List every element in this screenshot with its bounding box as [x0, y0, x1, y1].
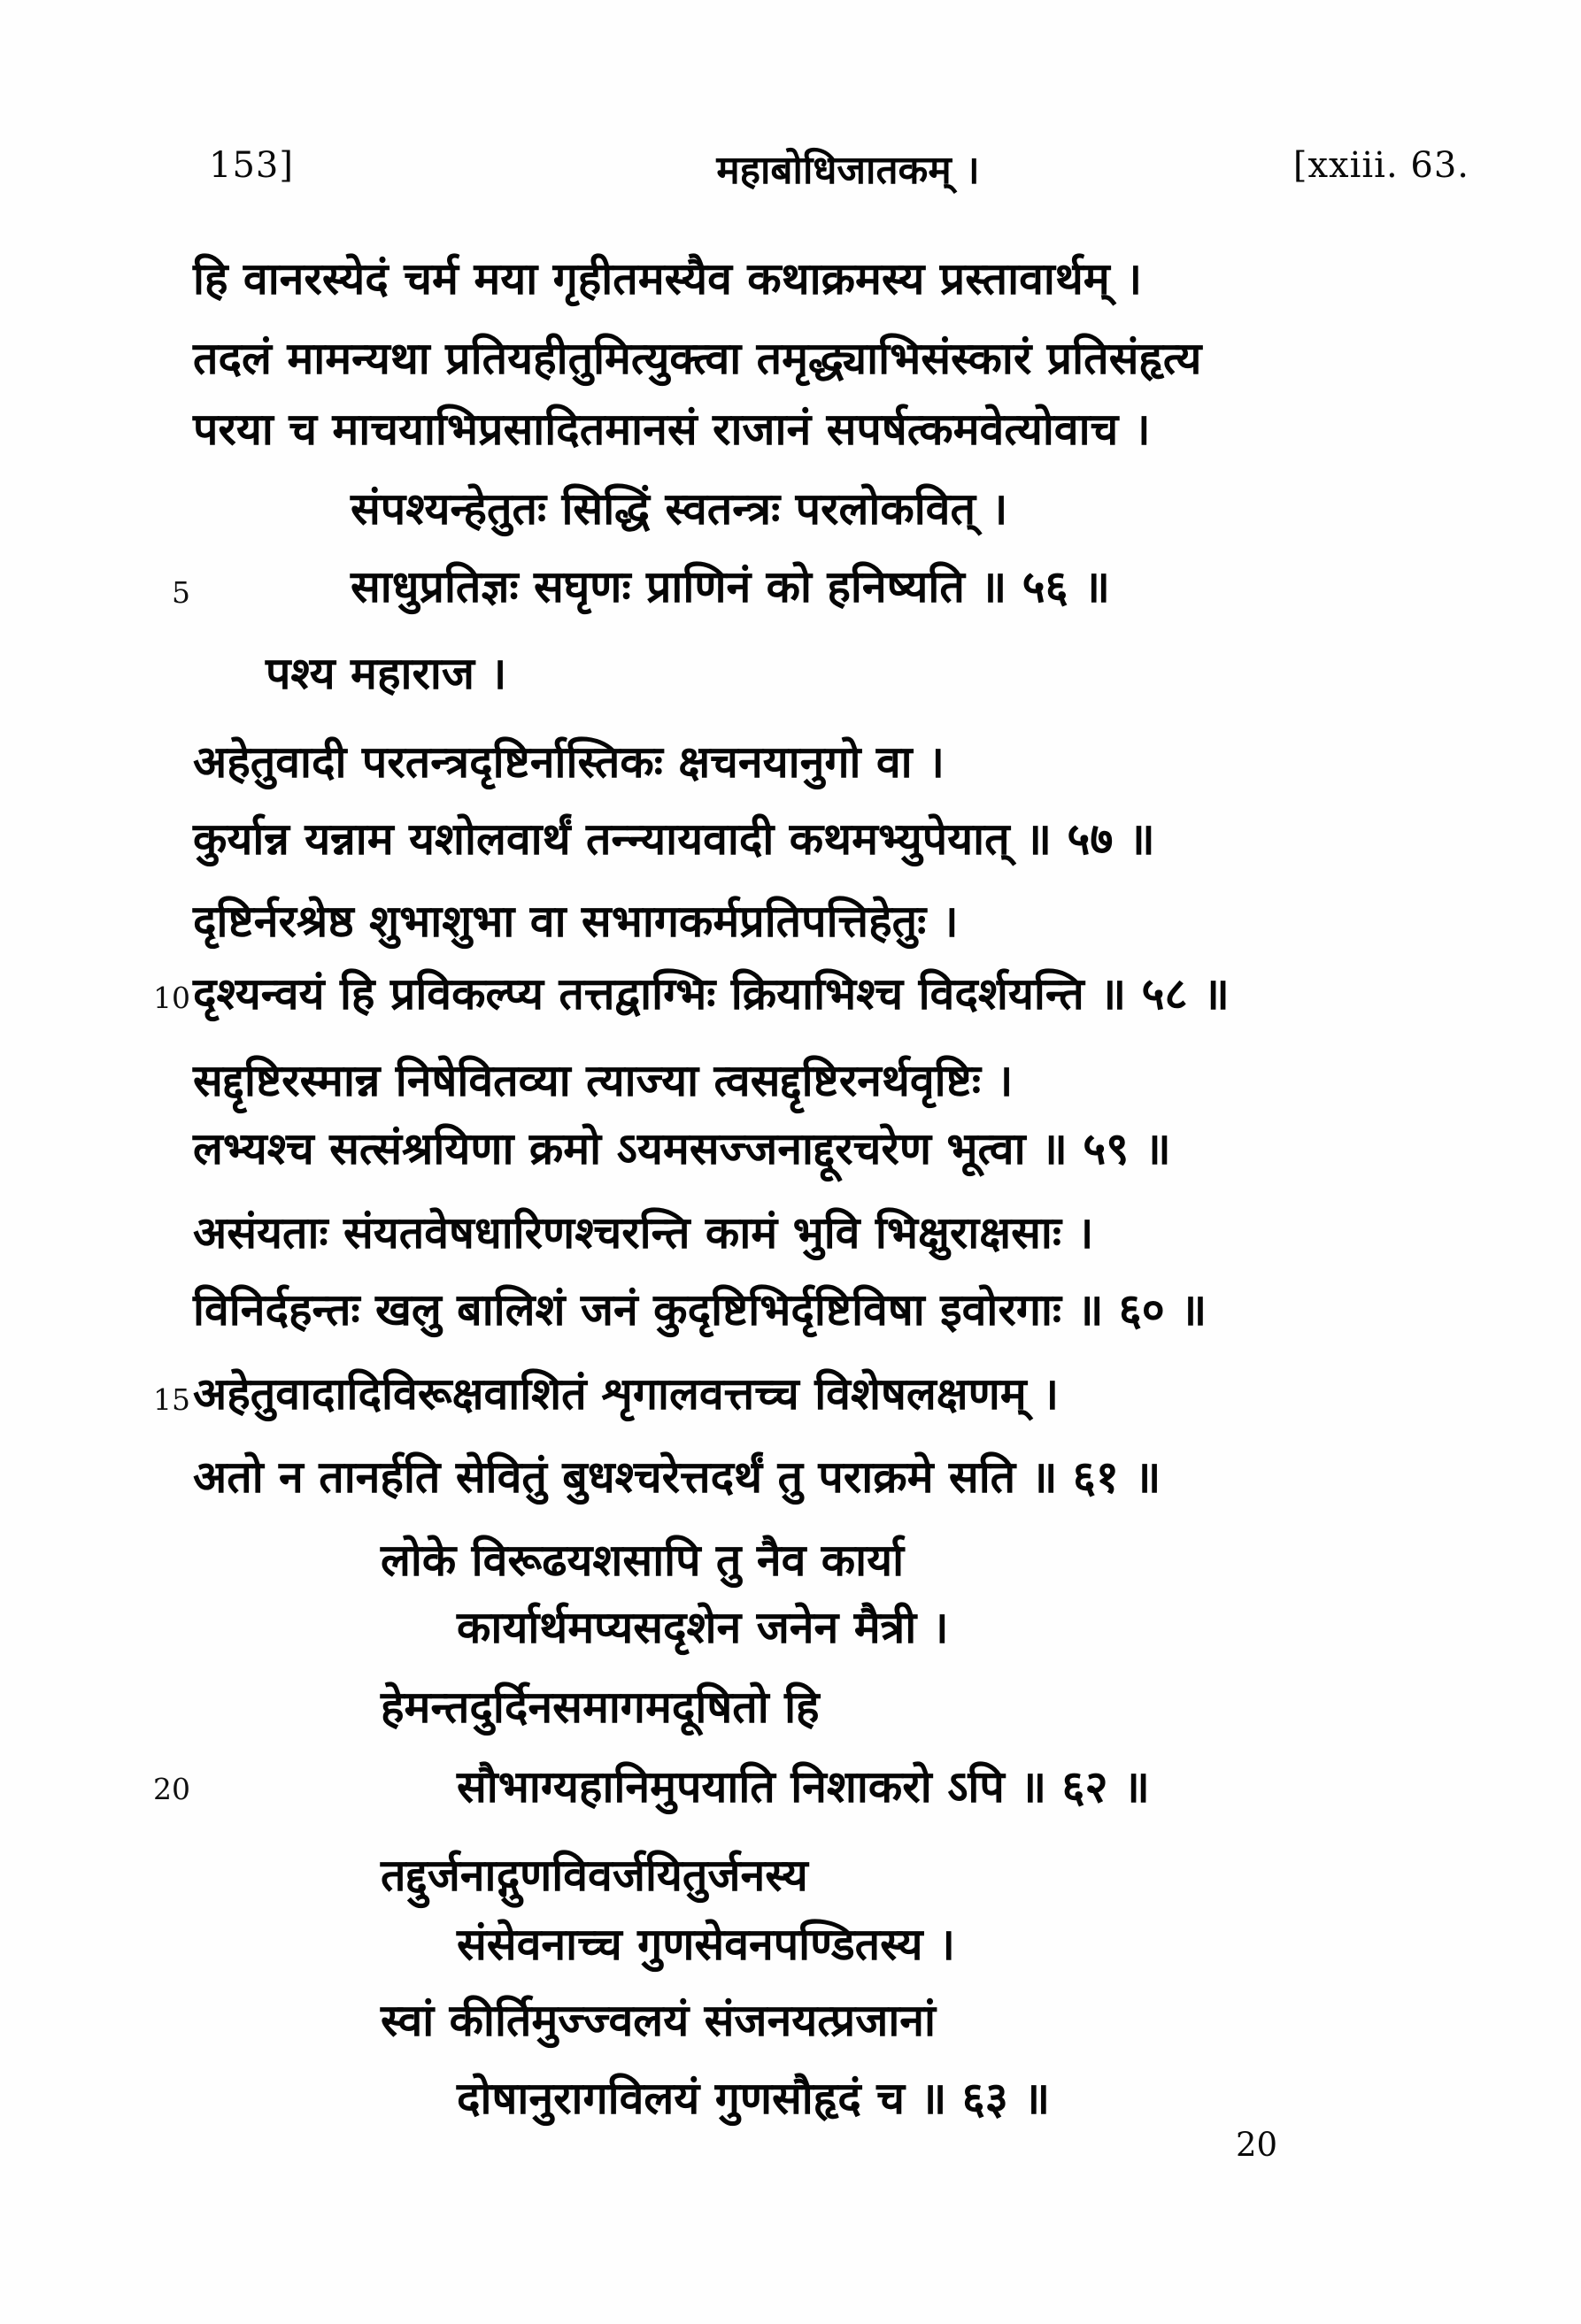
verse-reference: [xxiii. 63.	[1292, 145, 1469, 186]
verse-line: संपश्यन्हेतुतः सिद्धिं स्वतन्त्रः परलोकवित् ।	[351, 483, 1008, 535]
verse-line: अहेतुवादादिविरूक्षवाशितं शृगालवत्तच्च विशेषलक्षणम् ।	[193, 1368, 1060, 1420]
verse-line: कार्यार्थमप्यसदृशेन जनेन मैत्री ।	[457, 1602, 949, 1653]
signature-number: 20	[1236, 2126, 1278, 2164]
verse-line: कुर्यान्न यन्नाम यशोलवार्थं तन्न्यायवादी कथमभ्युपेयात् ॥ ५७ ॥	[193, 813, 1155, 865]
verse-line: हेमन्तदुर्दिनसमागमदूषितो हि	[381, 1681, 820, 1733]
margin-line-number: 10	[153, 981, 190, 1015]
margin-line-number: 15	[153, 1382, 190, 1417]
verse-line: स्वां कीर्तिमुज्ज्वलयं संजनयत्प्रजानां	[381, 1995, 936, 2046]
text-line: परया च माचयाभिप्रसादितमानसं राजानं सपर्षत्कमवेत्योवाच ।	[193, 404, 1151, 455]
verse-line: दोषानुरागविलयं गुणसौहृदं च ॥ ६३ ॥	[457, 2073, 1051, 2124]
text-line: तदलं मामन्यथा प्रतियहीतुमित्युक्त्वा तमृद्ध्याभिसंस्कारं प्रतिसंहृत्य	[193, 333, 1202, 384]
verse-line: असंयताः संयतवेषधारिणश्चरन्ति कामं भुवि भिक्षुराक्षसाः ।	[193, 1207, 1094, 1258]
verse-line: अतो न तानर्हति सेवितुं बुधश्चरेत्तदर्थं तु पराक्रमे सति ॥ ६१ ॥	[193, 1451, 1161, 1503]
text-line: हि वानरस्येदं चर्म मया गृहीतमस्यैव कथाक्रमस्य प्रस्तावार्थम् ।	[193, 253, 1143, 304]
verse-line: तद्दुर्जनाद्गुणविवर्जयितुर्जनस्य	[381, 1850, 808, 1901]
verse-line: लभ्यश्च सत्संश्रयिणा क्रमो ऽयमसज्जनाद्दूरचरेण भूत्वा ॥ ५९ ॥	[193, 1123, 1171, 1174]
page-number: 153]	[209, 145, 294, 186]
text-line: पश्य महाराज ।	[266, 648, 507, 699]
verse-line: सद्दृष्टिरस्मान्न निषेवितव्या त्याज्या त्वसद्दृष्टिरनर्थवृष्टिः ।	[193, 1055, 1014, 1106]
verse-line: विनिर्दहन्तः खलु बालिशं जनं कुदृष्टिभिर्दृष्टिविषा इवोरगाः ॥ ६० ॥	[193, 1284, 1207, 1335]
verse-line: साधुप्रतिज्ञः सघृणः प्राणिनं को हनिष्यति ॥ ५६ ॥	[351, 561, 1110, 612]
running-title: महाबोधिजातकम् ।	[716, 148, 980, 193]
verse-line: दृष्टिर्नरश्रेष्ठ शुभाशुभा वा सभागकर्मप्रतिपत्तिहेतुः ।	[193, 896, 959, 947]
verse-line: दृश्यन्वयं हि प्रविकल्प्य तत्तद्वाग्भिः क्रियाभिश्च विदर्शयन्ति ॥ ५८ ॥	[193, 968, 1230, 1020]
margin-line-number: 5	[172, 575, 190, 610]
margin-line-number: 20	[153, 1772, 190, 1806]
verse-line: लोके विरूढयशसापि तु नैव कार्या	[381, 1535, 905, 1586]
verse-line: अहेतुवादी परतन्त्रदृष्टिर्नास्तिकः क्षचनयानुगो वा ।	[193, 736, 945, 788]
verse-line: संसेवनाच्च गुणसेवनपण्डितस्य ।	[457, 1919, 955, 1970]
verse-line: सौभाग्यहानिमुपयाति निशाकरो ऽपि ॥ ६२ ॥	[457, 1761, 1150, 1812]
